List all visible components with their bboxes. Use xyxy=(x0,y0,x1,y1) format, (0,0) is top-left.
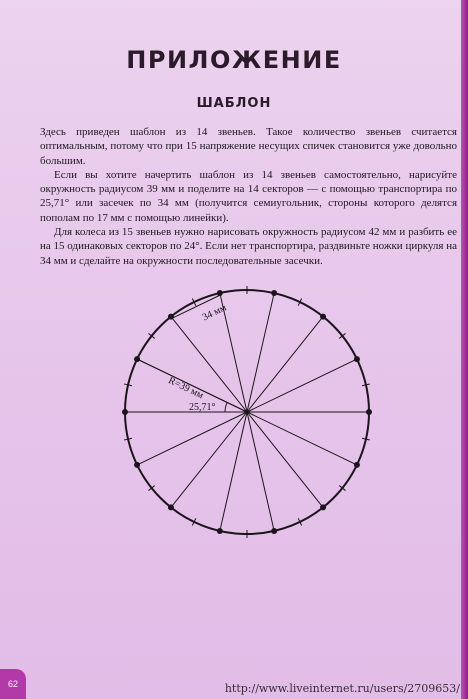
vertex-dot xyxy=(134,462,140,468)
vertex-dot xyxy=(271,290,277,296)
vertex-dot xyxy=(354,462,360,468)
vertex-dot xyxy=(271,528,277,534)
spoke-line xyxy=(247,412,357,465)
vertex-dot xyxy=(354,356,360,362)
spoke-line xyxy=(247,412,274,531)
vertex-dot xyxy=(168,314,174,320)
spoke-line xyxy=(247,317,323,412)
paragraph-1: Здесь приведен шаблон из 14 звеньев. Такое количество звеньев считается оптимальным, потому что при 15 напряжение несущих спичек становится уже довольно большим. xyxy=(40,126,457,167)
spoke-line xyxy=(171,412,247,507)
paragraph-3: Для колеса из 15 звеньев нужно нарисовать окружность радиусом 42 мм и разбить ее на 15 одинаковых секторов по 24°. Если нет транспортира, раздвиньте ножки циркуля на 34 мм и сделайте на окружности последовательные засечки. xyxy=(40,226,457,267)
paragraph-2: Если вы хотите начертить шаблон из 14 звеньев самостоятельно, нарисуйте окружность радиусом 39 мм и поделите на 14 секторов — с помощью транспортира по 25,71° или засечек по 34 мм (получится семиугольник, стороны которого делятся пополам по 17 мм с помощью линейки). xyxy=(40,168,457,224)
spoke-line xyxy=(137,412,247,465)
spoke-line xyxy=(247,412,323,507)
page-title: ПРИЛОЖЕНИЕ xyxy=(126,46,342,74)
spoke-line xyxy=(247,293,274,412)
spoke-line xyxy=(247,359,357,412)
vertex-dot xyxy=(320,504,326,510)
chord-label: 34 мм xyxy=(200,302,229,324)
radius-label: R=39 мм xyxy=(166,375,206,402)
vertex-dot xyxy=(134,356,140,362)
spoke-line xyxy=(171,317,247,412)
vertex-dot xyxy=(217,528,223,534)
vertex-dot xyxy=(122,409,128,415)
vertex-dot xyxy=(366,409,372,415)
section-subtitle: ШАБЛОН xyxy=(196,96,272,111)
page-number: 62 xyxy=(7,679,18,689)
angle-label: 25,71° xyxy=(189,402,216,413)
vertex-dot xyxy=(320,314,326,320)
watermark-url: http://www.liveinternet.ru/users/2709653/ xyxy=(224,682,460,695)
angle-arc xyxy=(225,402,227,412)
vertex-dot xyxy=(168,504,174,510)
spoke-line xyxy=(220,412,247,531)
